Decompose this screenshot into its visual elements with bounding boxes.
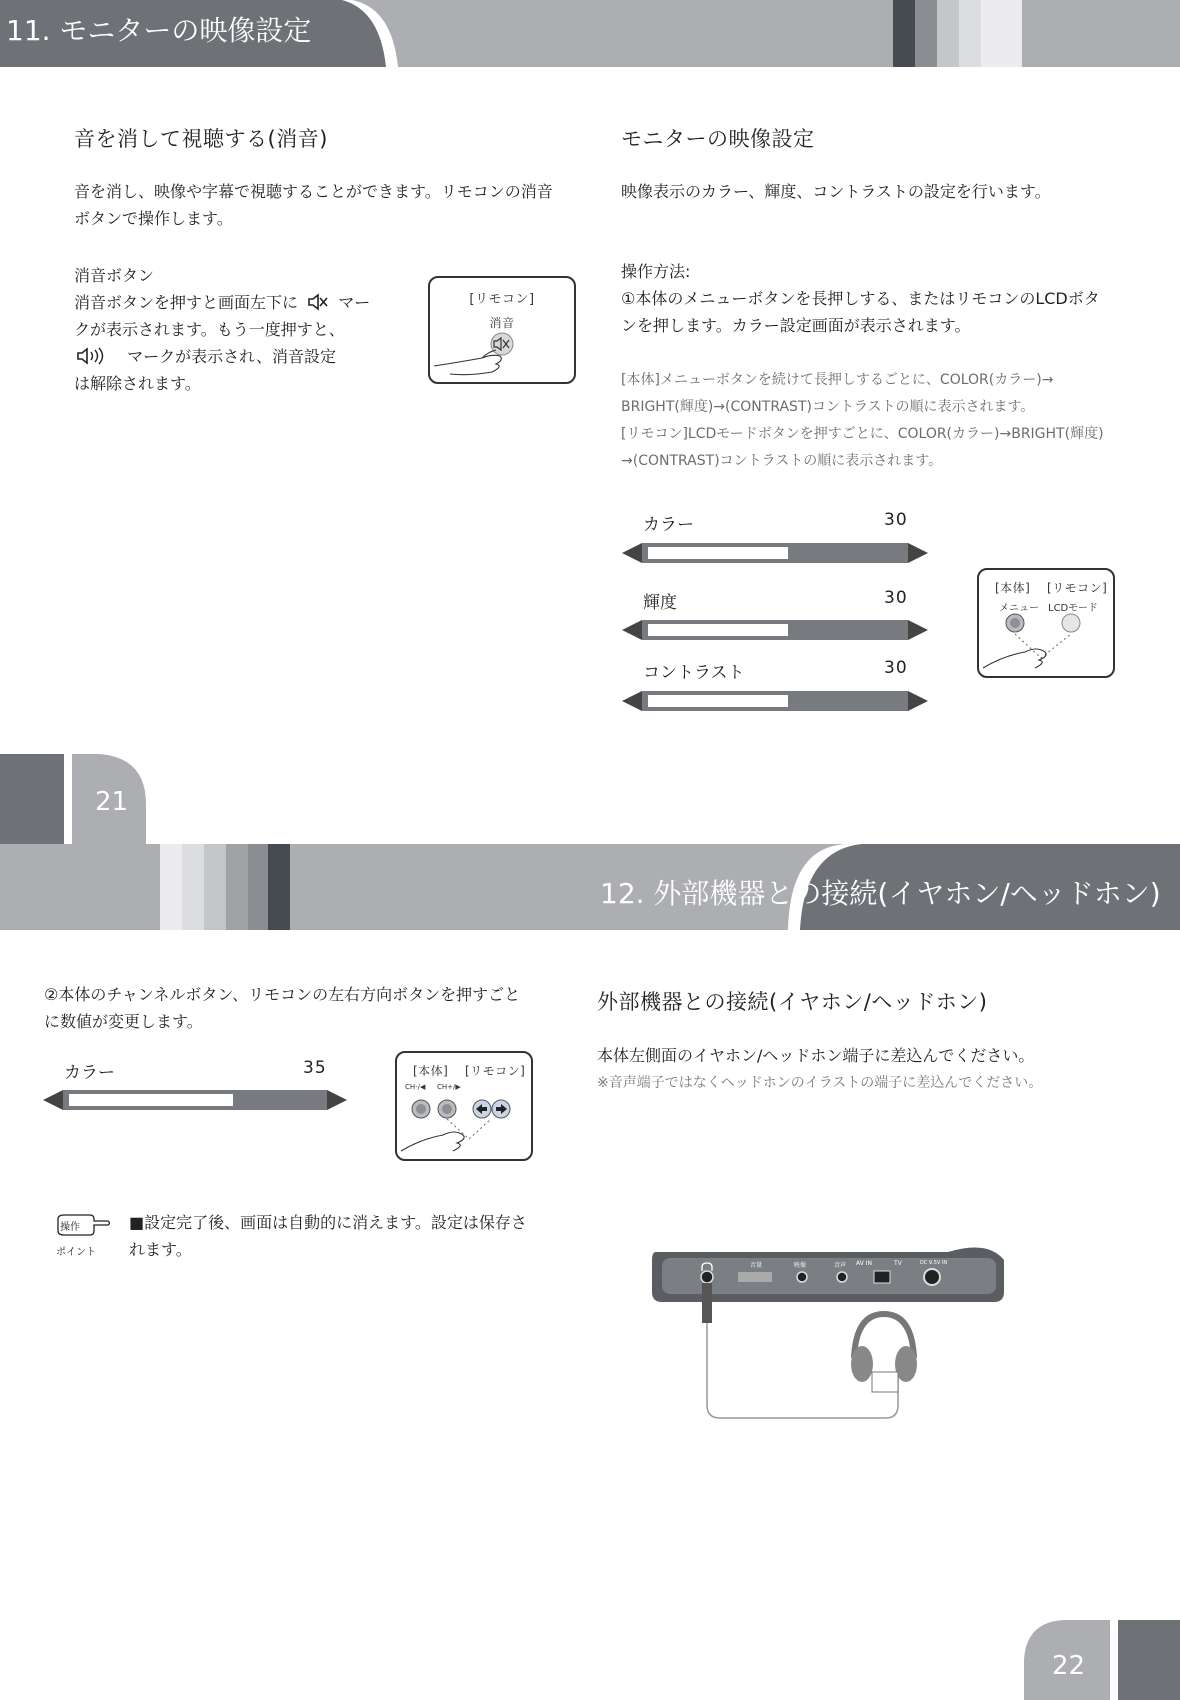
slider2-color [43, 1088, 347, 1112]
mute-intro-line2: ボタンで操作します。 [74, 209, 233, 228]
slider-contrast-label: コントラスト [643, 663, 745, 683]
step2-line2: に数値が変更します。 [44, 1012, 203, 1031]
remote-mute-illustration [428, 276, 576, 384]
connect-heading: 外部機器との接続(イヤホン/ヘッドホン) [597, 990, 988, 1014]
detail-line3: [リモコン]LCDモードボタンを押すごとに、COLOR(カラー)→BRIGHT(輝度) [621, 426, 1104, 442]
section-title-12: 12. 外部機器との接続(イヤホン/ヘッドホン) [600, 877, 1161, 910]
channel-buttons-icon [397, 1095, 531, 1157]
headphone-jack-icon [701, 1262, 713, 1272]
slider-color-value: 30 [884, 510, 908, 530]
mute-icon [307, 293, 329, 311]
detail-line4: →(CONTRAST)コントラストの順に表示されます。 [621, 453, 943, 469]
mute-desc-line1-pre: 消音ボタンを押すと画面左下に [74, 293, 299, 312]
mute-intro-line1: 音を消し、映像や字幕で視聴することができます。リモコンの消音 [74, 182, 553, 201]
unit-label: [本体] [995, 581, 1031, 595]
point-caption: ポイント [56, 1247, 96, 1258]
label-tv: TV [894, 1260, 902, 1267]
point-line1: ■設定完了後、画面は自動的に消えます。設定は保存さ [129, 1213, 527, 1232]
label-video: 映像 [794, 1262, 807, 1269]
method-label: 操作方法: [621, 262, 691, 281]
ch-plus-label: CH+/▶ [437, 1083, 461, 1091]
slider-color-label: カラー [643, 515, 694, 535]
mute-desc-line3-post: マークが表示され、消音設定 [127, 347, 337, 366]
connect-note: ※音声端子ではなくヘッドホンのイラストの端子に差込んでください。 [597, 1075, 1043, 1091]
label-volume: 音量 [750, 1262, 763, 1269]
point-icon [54, 1213, 112, 1259]
step1-line2: ンを押します。カラー設定画面が表示されます。 [621, 316, 971, 335]
monitor-heading: モニターの映像設定 [621, 127, 815, 151]
label-dc: DC 9.5V IN [920, 1260, 948, 1266]
speaker-icon [76, 347, 116, 365]
step1-line1: ①本体のメニューボタンを長押しする、またはリモコンのLCDボタ [621, 289, 1100, 308]
device-headphone-illustration [648, 1240, 1008, 1432]
step2-line1: ②本体のチャンネルボタン、リモコンの左右方向ボタンを押すごと [44, 985, 521, 1004]
slider-brightness-label: 輝度 [643, 593, 677, 613]
slider-contrast [622, 689, 928, 713]
slider-brightness [622, 618, 928, 642]
detail-line2: BRIGHT(輝度)→(CONTRAST)コントラストの順に表示されます。 [621, 399, 1035, 415]
point-line2: れます。 [129, 1240, 192, 1259]
label-avin: AV IN [856, 1260, 872, 1267]
mute-button-label: 消音ボタン [74, 266, 155, 285]
slider-brightness-value: 30 [884, 588, 908, 608]
label-audio: 音声 [834, 1262, 847, 1269]
slider-contrast-value: 30 [884, 658, 908, 678]
mute-desc-line4: は解除されます。 [74, 374, 201, 393]
mute-desc-line3 [74, 343, 336, 370]
slider-color [622, 541, 928, 565]
menu-lcd-buttons-icon [979, 612, 1113, 674]
mute-label: 消音 [489, 316, 515, 330]
slider2-color-label: カラー [64, 1063, 115, 1083]
mute-desc-line2: クが表示されます。もう一度押すと、 [74, 320, 345, 339]
unit-label-2: [本体] [413, 1064, 449, 1078]
remote-label-3: [リモコン] [465, 1064, 526, 1078]
footer-decor-22 [1024, 1620, 1180, 1700]
section-title-11: 11. モニターの映像設定 [6, 14, 312, 47]
ch-minus-label: CH-/◀ [405, 1083, 426, 1091]
menu-label: メニュー [999, 603, 1039, 614]
connect-line1: 本体左側面のイヤホン/ヘッドホン端子に差込んでください。 [597, 1046, 1035, 1065]
page-number-22: 22 [1052, 1651, 1086, 1681]
slider2-color-value: 35 [303, 1058, 327, 1078]
lcd-label: LCDモード [1048, 603, 1098, 614]
remote-label: [リモコン] [469, 292, 535, 307]
mute-heading: 音を消して視聴する(消音) [74, 127, 328, 151]
menu-lcd-illustration [977, 568, 1115, 678]
remote-label-2: [リモコン] [1047, 581, 1108, 595]
monitor-intro: 映像表示のカラー、輝度、コントラストの設定を行います。 [621, 182, 1051, 201]
page-number-21: 21 [95, 787, 129, 817]
mute-button-icon [430, 330, 574, 380]
detail-line1: [本体]メニューボタンを続けて長押しするごとに、COLOR(カラー)→ [621, 372, 1054, 388]
channel-direction-illustration [395, 1051, 533, 1161]
mute-desc-line1 [74, 289, 370, 316]
mute-desc-line1-post: マー [338, 293, 371, 312]
point-icon-label: 操作 [60, 1222, 80, 1233]
